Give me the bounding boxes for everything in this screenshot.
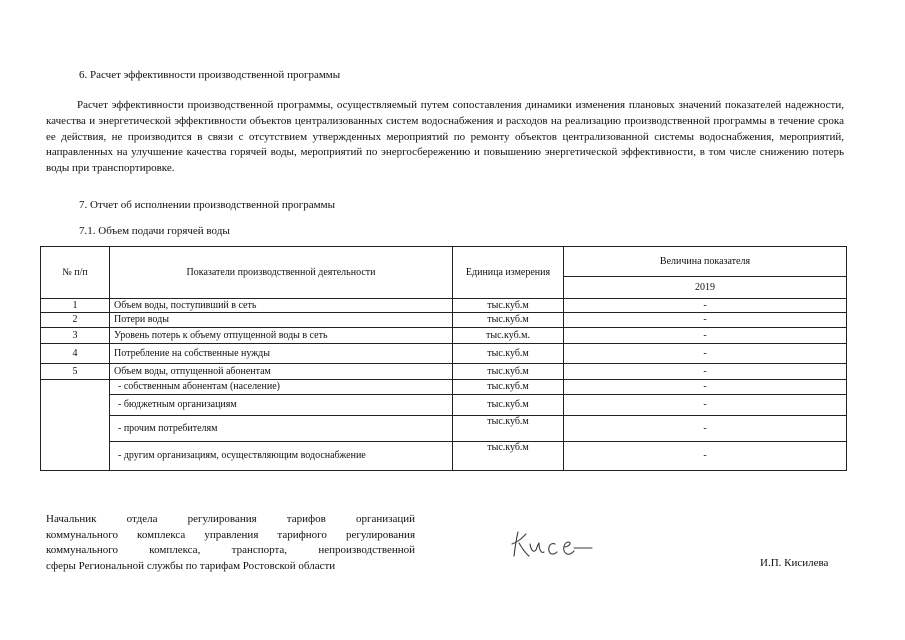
table-row — [41, 364, 847, 380]
table-row — [41, 416, 847, 442]
header-unit: Единица измерения — [453, 247, 564, 299]
row-value: - — [564, 328, 847, 344]
row-indicator: - собственным абонентам (население) — [110, 380, 453, 395]
row-value: - — [564, 380, 847, 395]
row-indicator: Объем воды, поступивший в сеть — [110, 299, 453, 313]
header-num: № п/п — [41, 247, 110, 299]
row-num: 3 — [41, 328, 110, 344]
position-line: сферы Региональной службы по тарифам Ростовской области — [46, 559, 336, 572]
table-row — [41, 442, 847, 471]
table-row — [41, 380, 847, 395]
row-indicator: - другим организациям, осуществляющим водоснабжение — [110, 442, 453, 471]
row-unit: тыс.куб.м — [453, 395, 564, 416]
section-6-title: 6. Расчет эффективности производственной программы — [79, 69, 341, 81]
table-row — [41, 344, 847, 364]
row-value: - — [564, 395, 847, 416]
row-num: 5 — [41, 364, 110, 380]
row-value: - — [564, 364, 847, 380]
row-indicator: - прочим потребителям — [110, 416, 453, 442]
section-7-title: 7. Отчет об исполнении производственной программы — [79, 199, 335, 211]
section-7-1-subtitle: 7.1. Объем подачи горячей воды — [79, 225, 230, 237]
row-value: - — [564, 313, 847, 328]
row-unit: тыс.куб.м — [453, 380, 564, 395]
hot-water-supply-table — [40, 246, 847, 471]
row-unit: тыс.куб.м — [453, 299, 564, 313]
row-unit: тыс.куб.м — [453, 442, 564, 471]
row-unit: тыс.куб.м — [453, 313, 564, 328]
table-row — [41, 299, 847, 313]
row-indicator: - бюджетным организациям — [110, 395, 453, 416]
row-indicator: Уровень потерь к объему отпущенной воды в сеть — [110, 328, 453, 344]
table-row — [41, 328, 847, 344]
signatory-position — [46, 512, 415, 574]
header-year: 2019 — [564, 277, 847, 299]
table-row — [41, 395, 847, 416]
header-indicator: Показатели производственной деятельности — [110, 247, 453, 299]
header-value: Величина показателя — [564, 247, 847, 277]
row-indicator: Потребление на собственные нужды — [110, 344, 453, 364]
row-value: - — [564, 416, 847, 442]
row-num: 1 — [41, 299, 110, 313]
row-unit: тыс.куб.м — [453, 344, 564, 364]
row-value: - — [564, 344, 847, 364]
row-indicator: Потери воды — [110, 313, 453, 328]
position-line: Начальник отдела регулирования тарифов организаций — [46, 513, 415, 525]
signatory-name: И.П. Кисилева — [760, 557, 829, 569]
section-6-paragraph: Расчет эффективности производственной программы, осуществляемый путем сопоставления динамики изменения плановых значений показателей надежности, качества и энергетической эффективности объектов централизованных систем водоснабжения и расходов на реализацию производственной программы в течение срока ее действия, не производится в связи с отсутствием утвержденных мероприятий по ремонту объектов централизованной системы водоснабжения, мероприятий, направленных на улучшение качества горячей воды, мероприятий по энергосбережению и повышению энергетической эффективности, в том числе снижению потерь воды при транспортировке. — [46, 99, 844, 175]
row-num: 4 — [41, 344, 110, 364]
row-value: - — [564, 442, 847, 471]
table-row — [41, 313, 847, 328]
row-num: 2 — [41, 313, 110, 328]
row-unit: тыс.куб.м. — [453, 328, 564, 344]
row-num-empty — [41, 380, 110, 471]
row-unit: тыс.куб.м — [453, 416, 564, 442]
row-indicator: Объем воды, отпущенной абонентам — [110, 364, 453, 380]
position-line: коммунального комплекса, транспорта, непроизводственной — [46, 544, 415, 556]
row-unit: тыс.куб.м — [453, 364, 564, 380]
position-line: коммунального комплекса управления тарифного регулирования — [46, 528, 415, 541]
row-value: - — [564, 299, 847, 313]
handwritten-signature — [510, 526, 594, 565]
